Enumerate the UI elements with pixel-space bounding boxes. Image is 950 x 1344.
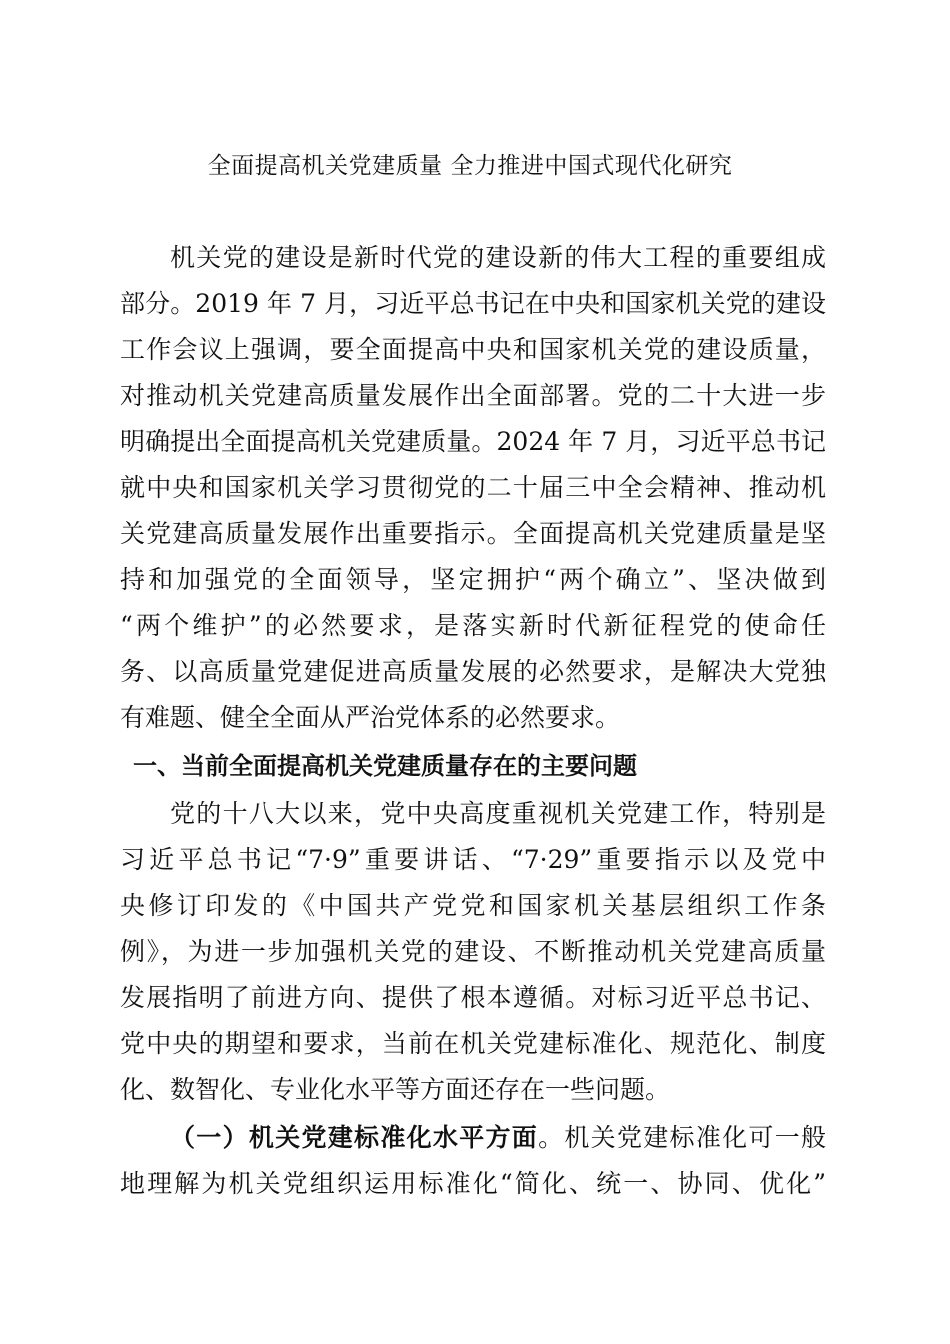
paragraph-line: 党的十八大以来，党中央高度重视机关党建工作，特别是 (170, 799, 826, 828)
section-heading: 一、当前全面提高机关党建质量存在的主要问题 (133, 752, 637, 780)
paragraph-line: 部分。2019 年 7 月，习近平总书记在中央和国家机关党的建设 (120, 289, 826, 318)
paragraph-line: 机关党的建设是新时代党的建设新的伟大工程的重要组成 (170, 243, 826, 272)
paragraph-line: 发展指明了前进方向、提供了根本遵循。对标习近平总书记、 (120, 983, 826, 1012)
subsection-heading: （一）机关党建标准化水平方面 (170, 1123, 539, 1152)
paragraph-line: 央修订印发的《中国共产党党和国家机关基层组织工作条 (120, 891, 826, 920)
paragraph-line: 工作会议上强调，要全面提高中央和国家机关党的建设质量， (120, 335, 826, 364)
paragraph-line: 化、数智化、专业化水平等方面还存在一些问题。 (120, 1075, 671, 1104)
paragraph-line: 例》，为进一步加强机关党的建设、不断推动机关党建高质量 (120, 937, 826, 966)
paragraph-line: 地理解为机关党组织运用标准化“简化、统一、协同、优化” (120, 1169, 826, 1198)
document-title: 全面提高机关党建质量 全力推进中国式现代化研究 (207, 153, 733, 179)
paragraph-line: “两个维护”的必然要求，是落实新时代新征程党的使命任 (120, 611, 826, 640)
paragraph-line: 对推动机关党建高质量发展作出全面部署。党的二十大进一步 (120, 381, 826, 410)
paragraph-line: 关党建高质量发展作出重要指示。全面提高机关党建质量是坚 (120, 519, 826, 548)
paragraph-line: 明确提出全面提高机关党建质量。2024 年 7 月，习近平总书记 (120, 427, 826, 456)
paragraph-line: 习近平总书记“7·9”重要讲话、“7·29”重要指示以及党中 (120, 845, 826, 874)
subsection-text: 。机关党建标准化可一般 (538, 1123, 826, 1152)
paragraph-line: 务、以高质量党建促进高质量发展的必然要求，是解决大党独 (120, 657, 826, 686)
paragraph-line: 有难题、健全全面从严治党体系的必然要求。 (120, 703, 621, 732)
paragraph-line: 就中央和国家机关学习贯彻党的二十届三中全会精神、推动机 (120, 473, 826, 502)
paragraph-line: 党中央的期望和要求，当前在机关党建标准化、规范化、制度 (120, 1029, 826, 1058)
subsection-line (170, 1118, 826, 1158)
paragraph-line: 持和加强党的全面领导，坚定拥护“两个确立”、坚决做到 (120, 565, 826, 594)
